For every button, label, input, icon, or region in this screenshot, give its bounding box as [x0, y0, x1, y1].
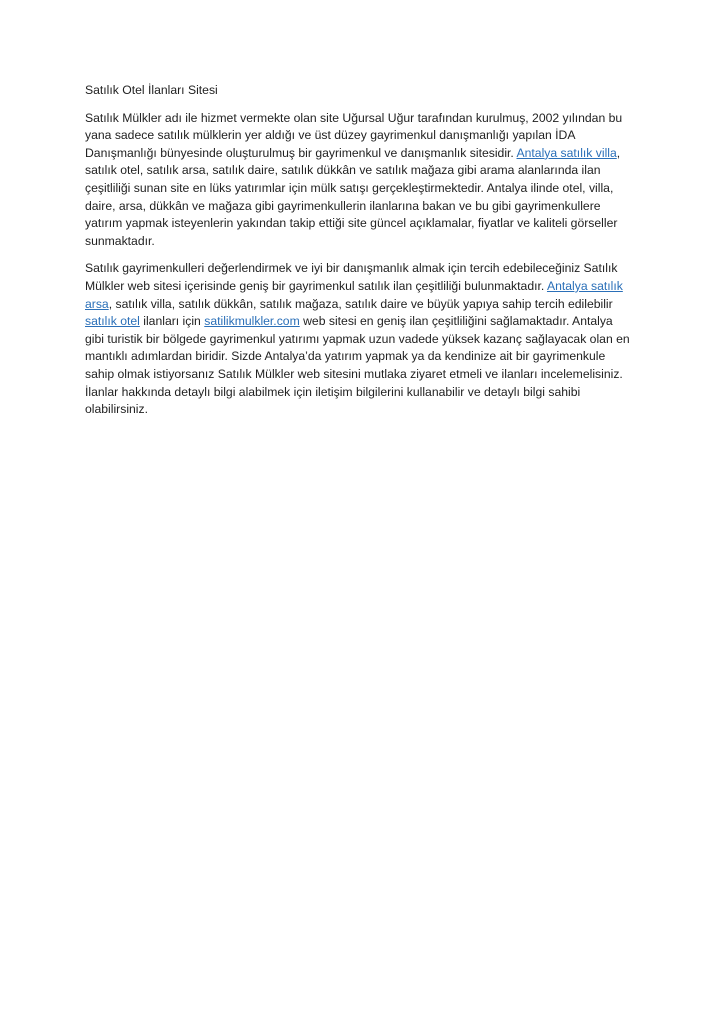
- paragraph-intro: [85, 110, 633, 251]
- satilik-otel-link[interactable]: satılık otel: [85, 314, 140, 329]
- document-page: [85, 82, 633, 429]
- paragraph-details-text-3: ilanları için: [139, 314, 205, 329]
- paragraph-intro-text-1: Satılık Mülkler adı ile hizmet vermekte olan site Uğursal Uğur tarafından kurulmuş, 2002 yılından bu yana sadece satılık mülklerin yer aldığı ve üst düzey gayrimenkul danışmanlığı yapılan İDA Danışmanlığı bünyesinde oluşturulmuş bir gayrimenkul ve danışmanlık sitesidir.: [85, 110, 623, 160]
- paragraph-details-text-1: Satılık gayrimenkulleri değerlendirmek ve iyi bir danışmanlık almak için tercih edebileceğiniz Satılık Mülkler web sitesi içerisinde geniş bir gayrimenkul satılık ilan çeşitliliği bulunmaktadır.: [85, 261, 618, 293]
- paragraph-intro-text-2: , satılık otel, satılık arsa, satılık daire, satılık dükkân ve satılık mağaza gibi arama alanlarında ilan çeşitliliği sunan site en lüks yatırımlar için mülk satışı gerçekleştirmektedir. Antalya ilinde otel, villa, daire, arsa, dükkân ve mağaza gibi gayrimenkullerin ilanlarına bakan ve bu gibi gayrimenkullere yatırım yapmak isteyenlerin yakından takip ettiği site güncel açıklamalar, fiyatlar ve kaliteli görseller sunmaktadır.: [85, 145, 621, 248]
- paragraph-details-text-2: , satılık villa, satılık dükkân, satılık mağaza, satılık daire ve büyük yapıya sahip tercih edilebilir: [108, 296, 613, 311]
- paragraph-details: [85, 260, 633, 418]
- document-title: Satılık Otel İlanları Sitesi: [85, 83, 218, 97]
- antalya-satilik-villa-link[interactable]: Antalya satılık villa: [516, 145, 617, 160]
- paragraph-details-text-4: web sitesi en geniş ilan çeşitliliğini sağlamaktadır. Antalya gibi turistik bir bölgede gayrimenkul yatırımı yapmak uzun vadede yüksek kazanç sağlayacak olan en mantıklı adımlardan biridir. Sizde Antalya’da yatırım yapmak ya da kendinize ait bir gayrimenkule sahip olmak istiyorsanız Satılık Mülkler web sitesini mutlaka ziyaret etmeli ve ilanları incelemelisiniz. İlanlar hakkında detaylı bilgi alabilmek için iletişim bilgilerini kullanabilir ve detaylı bilgi sahibi olabilirsiniz.: [85, 314, 630, 417]
- satilikmulkler-website-link[interactable]: satilikmulkler.com: [204, 314, 300, 329]
- antalya-satilik-arsa-link[interactable]: Antalya satılık arsa: [85, 278, 623, 311]
